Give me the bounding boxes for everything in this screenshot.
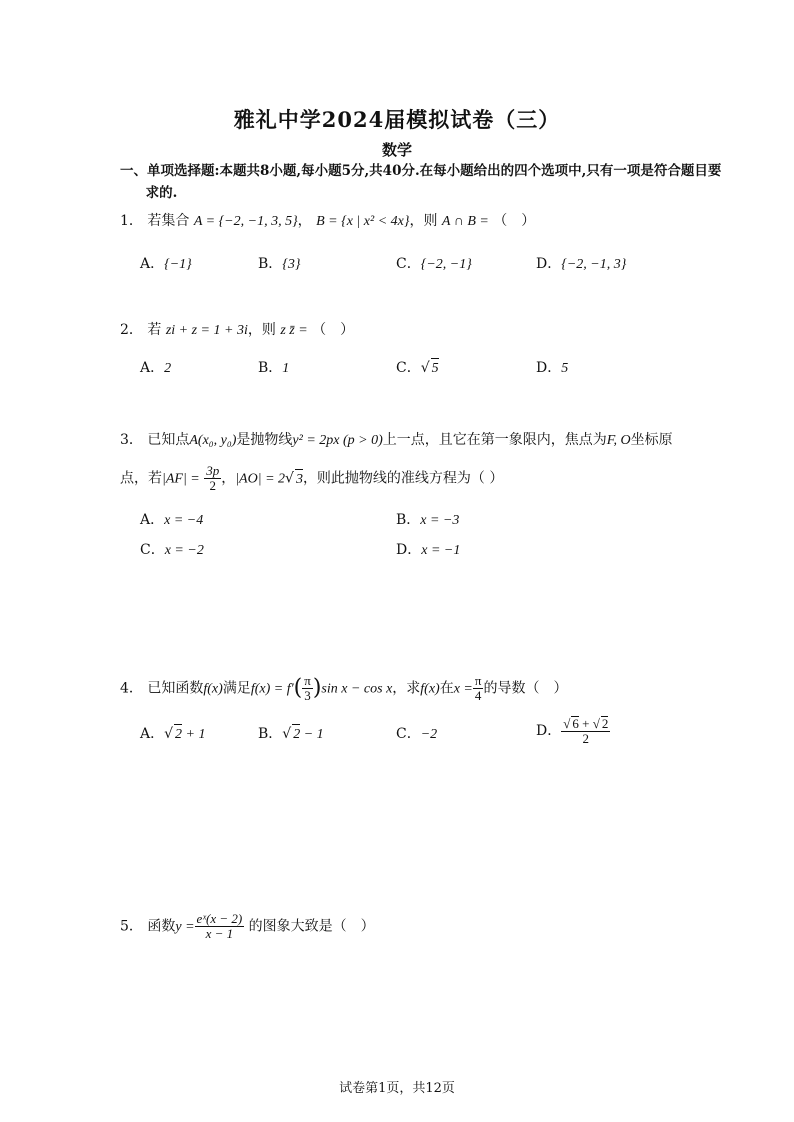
option-d: D．5 xyxy=(536,360,569,376)
page-footer: 试卷第1页，共12页 xyxy=(339,1081,455,1096)
section-heading: 一、单项选择题:本题共8小题,每小题5分,共40分.在每小题给出的四个选项中,只有一项是符合题目要求的. xyxy=(120,163,722,201)
fraction: $\frac{√ 6 + √ 2}{2}$ xyxy=(563,716,609,746)
question-text: ，则 xyxy=(409,213,438,229)
math-expression: A ∩ B = xyxy=(441,214,489,229)
fraction: $\frac{\pi}{3}$ xyxy=(304,673,311,703)
question-number: 3． xyxy=(120,432,143,448)
sqrt-symbol: √ xyxy=(164,726,174,742)
fraction: $\frac{\text{eˣ(x − 2)}}{x - 1}$ xyxy=(196,911,243,941)
question-number: 1． xyxy=(120,213,143,229)
option-c: C．{−2, −1} xyxy=(396,256,472,272)
question-2 xyxy=(120,320,354,341)
question-3-line-1: 3． 已知点A(x₀, y₀)是抛物线y² = 2px (p > 0)上一点，且它在第一象限内，焦点为F, O坐标原 xyxy=(120,432,673,448)
option-a: A．{−1} xyxy=(140,256,192,272)
question-5: 5． 函数y = $\frac{\text{eˣ(x − 2)}}{x - 1}$ 的图象大致是（ ） xyxy=(120,911,375,941)
sqrt-symbol: √ xyxy=(282,726,292,742)
option-c: C．x = −2 xyxy=(140,542,204,558)
exam-title: 雅礼中学2024届模拟试卷（三） xyxy=(233,107,561,132)
sqrt-symbol: √ xyxy=(420,360,430,376)
question-number: 5． xyxy=(120,918,143,935)
question-1 xyxy=(120,211,535,232)
sqrt-symbol: √ xyxy=(285,470,294,487)
math-expression: zi + z = 1 + 3i xyxy=(165,323,248,338)
question-number: 2． xyxy=(120,322,143,338)
option-a: A．2 xyxy=(140,360,172,376)
subject-label: 数学 xyxy=(381,141,412,159)
option-a: A．x = −4 xyxy=(140,512,204,528)
option-b: B．√ 2 − 1 xyxy=(258,724,324,745)
question-text: 若集合 xyxy=(147,213,190,229)
option-d: D．{−2, −1, 3} xyxy=(536,256,627,272)
option-a: A．√ 2 + 1 xyxy=(140,724,206,745)
question-text: （ ） xyxy=(493,213,536,229)
fraction: $\frac{\pi}{4}$ xyxy=(474,673,482,703)
option-d: D． $\frac{√ 6 + √ 2}{2}$ xyxy=(536,716,609,746)
option-b: B．1 xyxy=(258,360,290,376)
question-text: ， xyxy=(297,213,312,229)
option-d: D．x = −1 xyxy=(396,542,461,558)
option-c: C．−2 xyxy=(396,726,438,742)
math-expression: B = {x | x² < 4x} xyxy=(316,214,410,229)
question-text: ，则 xyxy=(247,322,276,338)
math-expression: z z̄ = xyxy=(280,323,308,338)
option-b: B．{3} xyxy=(258,256,301,272)
option-c: C．√ 5 xyxy=(396,358,439,379)
fraction: $\frac{3p}{2}$ xyxy=(206,463,220,493)
math-expression: A = {−2, −1, 3, 5} xyxy=(193,214,298,229)
question-text: 若 xyxy=(147,322,162,338)
question-number: 4． xyxy=(120,680,143,697)
option-b: B．x = −3 xyxy=(396,512,460,528)
question-text: （ ） xyxy=(312,322,355,338)
question-3-line-2: 点，若|AF| = $\frac{3p}{2}$ ，|AO| = 2√ 3，则此抛物线的准线方程为（ ） xyxy=(120,463,504,493)
question-4: 4． 已知函数f(x)满足f(x) = f′( $\frac{\pi}{3}$ )sin x − cos x，求f(x)在x = $\frac{\pi}{4}$ 的导数（ ） xyxy=(120,673,568,703)
